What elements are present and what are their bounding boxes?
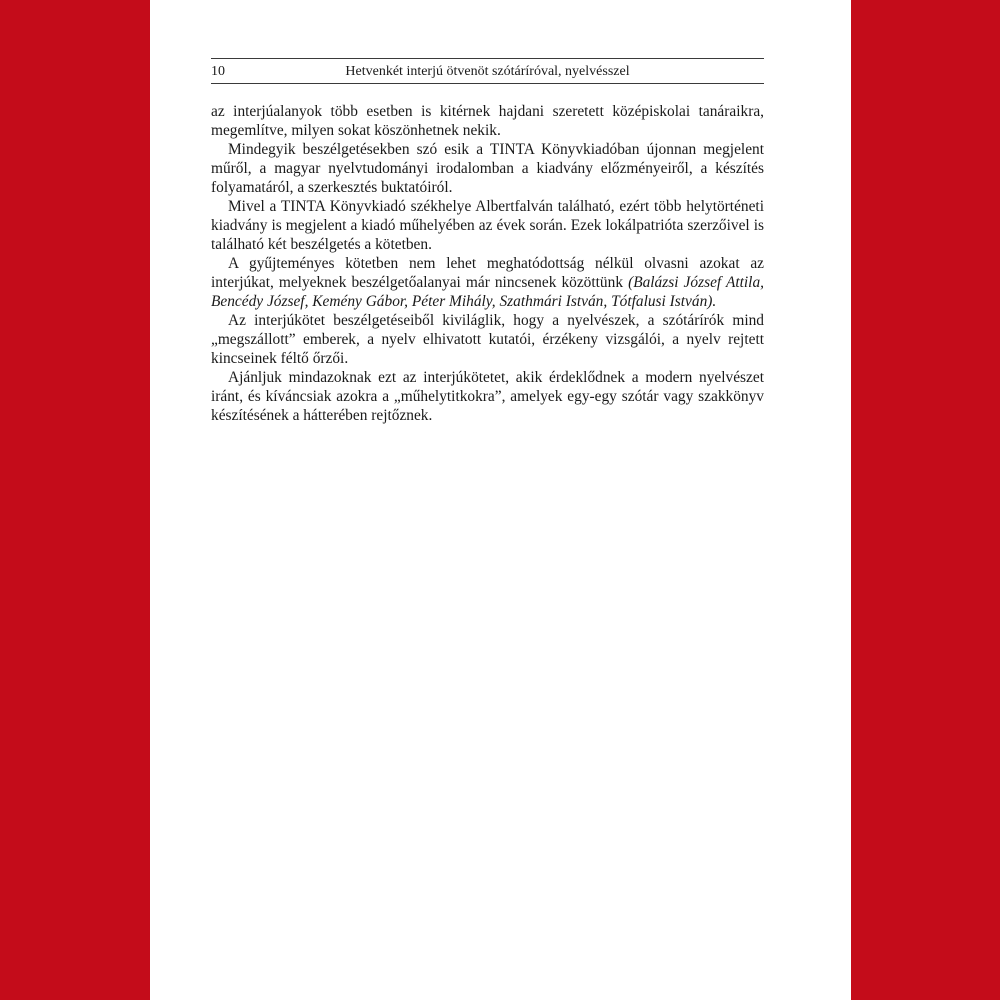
paragraph-4-names: (Balázsi József Attila, Bencédy József, Kemény Gábor, Péter Mihály, Szathmári István, Tótfalusi István). (211, 274, 764, 310)
running-header (211, 58, 764, 84)
running-title: Hetvenkét interjú ötvenöt szótáríróval, nyelvésszel (345, 64, 630, 79)
paragraph-2: Mindegyik beszélgetésekben szó esik a TINTA Könyvkiadóban újonnan megjelent műről, a magyar nyelvtudományi irodalomban a kiadvány előzményeiről, a készítés folyamatáról, a szerkesztés buktatóiról. (211, 141, 764, 196)
page-number: 10 (211, 64, 225, 79)
paragraph-4-text: A gyűjteményes kötetben nem lehet meghatódottság nélkül olvasni azokat az interjúkat, melyeknek beszélgetőalanyai már nincsenek közöttünk (211, 255, 764, 291)
body-text (211, 102, 764, 425)
paragraph-4 (211, 254, 764, 311)
paragraph-6: Ajánljuk mindazoknak ezt az interjúkötetet, akik érdeklődnek a modern nyelvészet iránt, és kíváncsiak azokra a „műhelytitkokra”, amelyek egy-egy szótár vagy szakkönyv készítésének a hátterében rejtőznek. (211, 369, 764, 424)
paragraph-5: Az interjúkötet beszélgetéseiből kiviláglik, hogy a nyelvészek, a szótárírók mind „megszállott” emberek, a nyelv elhivatott kutatói, érzékeny vizsgálói, a nyelv rejtett kincseinek féltő őrzői. (211, 312, 764, 367)
paragraph-3: Mivel a TINTA Könyvkiadó székhelye Albertfalván található, ezért több helytörténeti kiadvány is megjelent a kiadó műhelyében az évek során. Ezek lokálpatrióta szerzőivel is található két beszélgetés a kötetben. (211, 198, 764, 253)
paragraph-1: az interjúalanyok több esetben is kitérnek hajdani szeretett középiskolai tanáraikra, megemlítve, milyen sokat köszönhetnek nekik. (211, 103, 764, 139)
book-page (150, 0, 851, 1000)
